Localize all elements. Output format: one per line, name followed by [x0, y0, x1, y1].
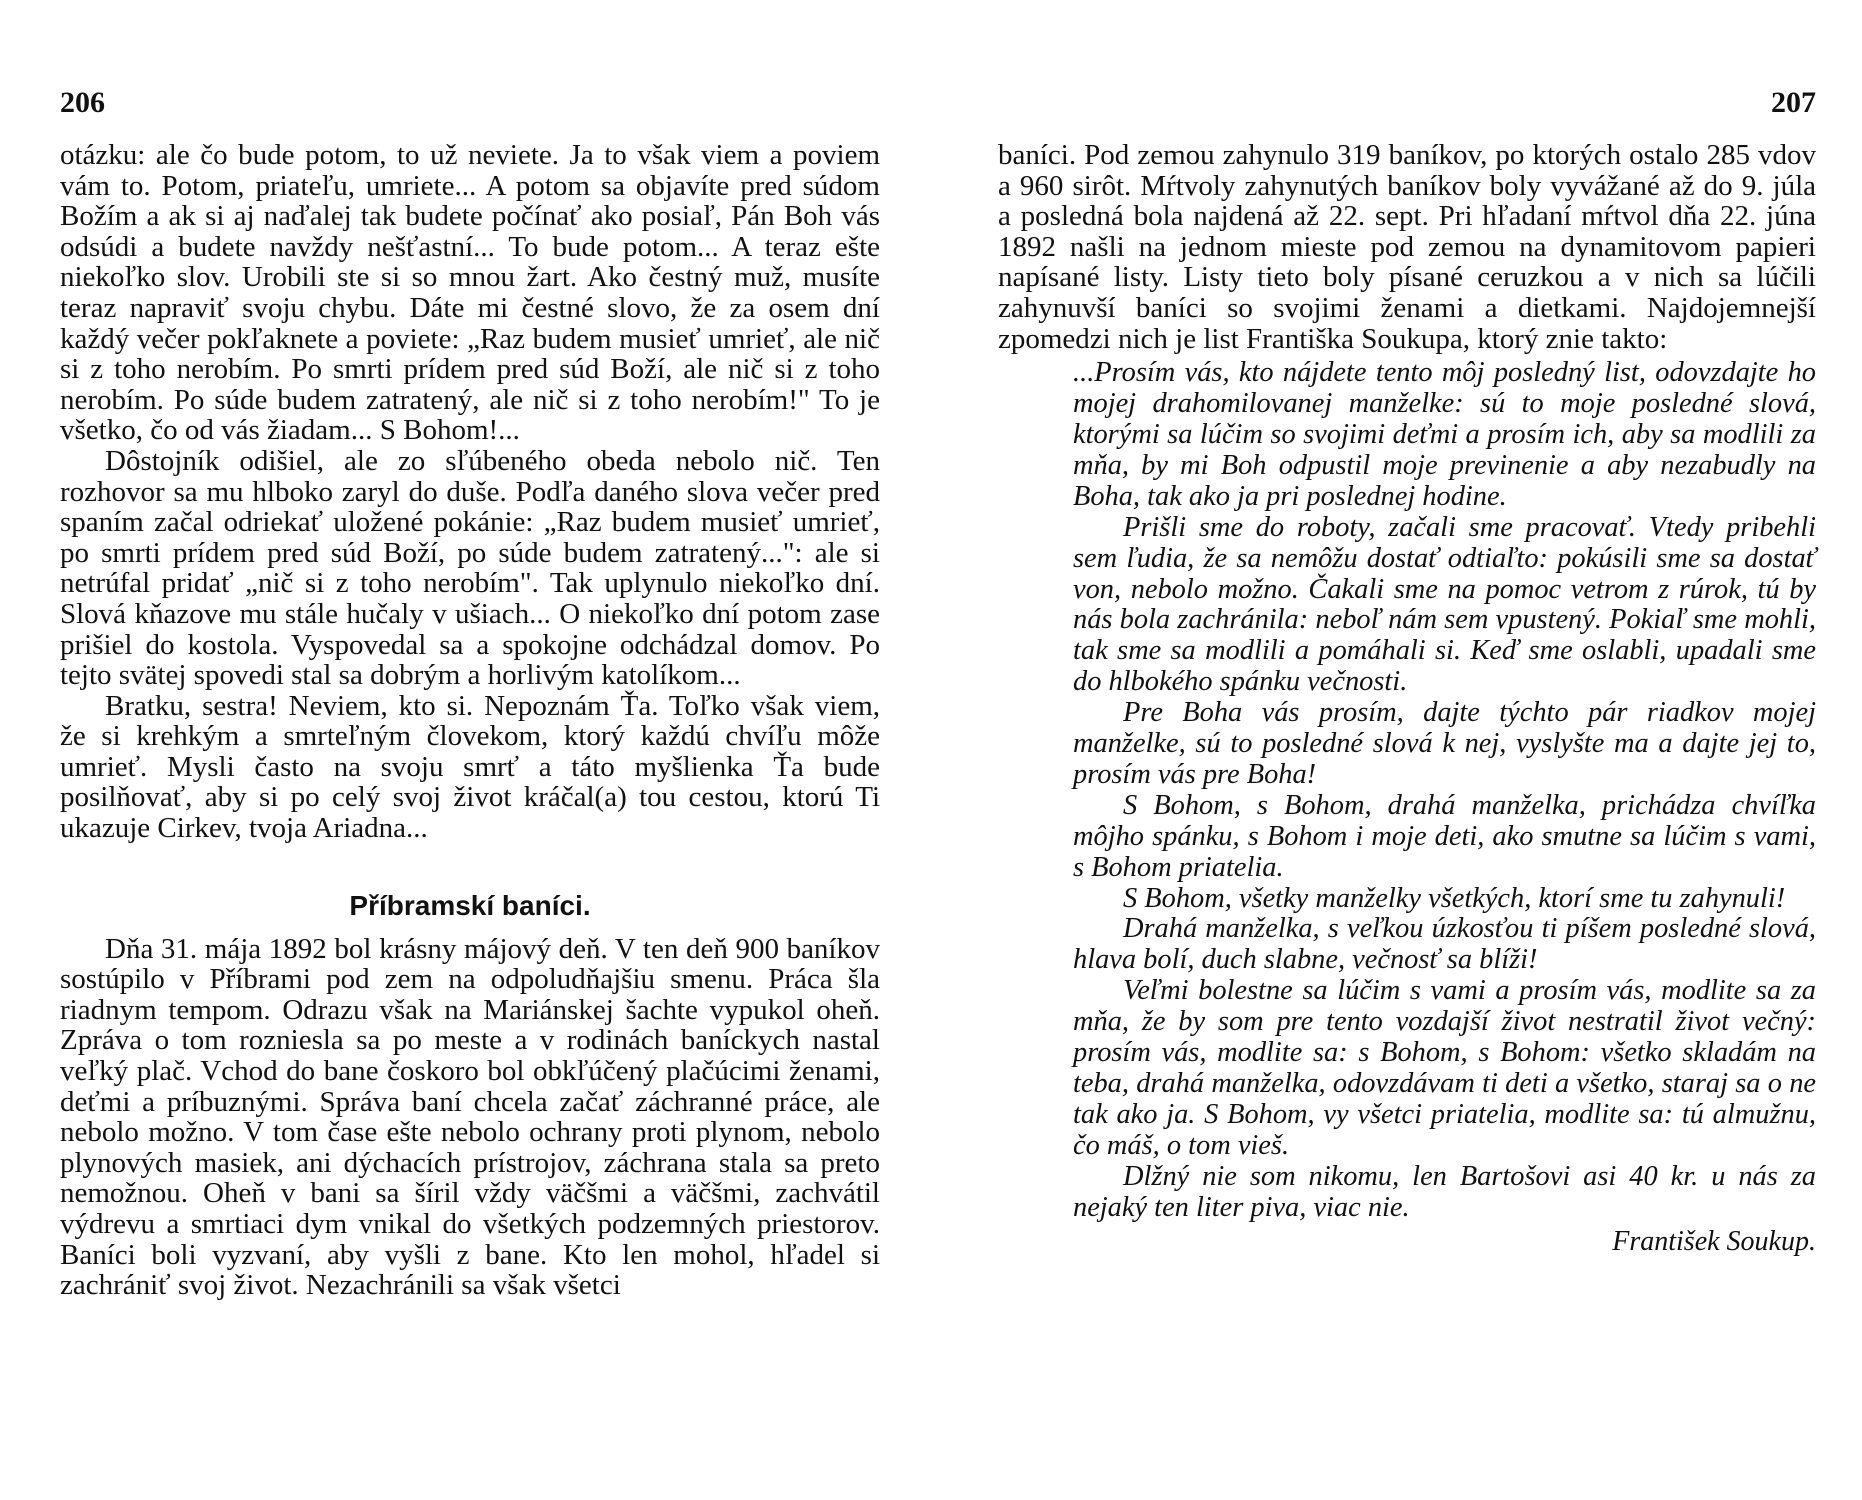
letter-paragraph: Pre Boha vás prosím, dajte týchto pár riadkov mojej manželke, sú to posledné slová k nej, vyslyšte ma a dajte jej to, prosím vás pre Boha! — [1073, 697, 1816, 790]
letter-paragraph: Drahá manželka, s veľkou úzkosťou ti píšem posledné slová, hlava bolí, duch slabne, večnosť sa blíži! — [1073, 913, 1816, 976]
quoted-letter — [1073, 358, 1816, 1257]
letter-paragraph: Veľmi bolestne sa lúčim s vami a prosím vás, modlite sa za mňa, že by som pre tento vozdajší život nestratil život večný: prosím vás, modlite sa: s Bohom, s Bohom: všetko skladám na teba, drahá manželka, odovzdávam ti deti a všetko, staraj sa o ne tak ako ja. S Bohom, vy všetci priatelia, modlite sa: tú almužnu, čo máš, o tom vieš. — [1073, 975, 1816, 1161]
paragraph: Bratku, sestra! Neviem, kto si. Nepoznám Ťa. Toľko však viem, že si krehkým a smrteľným človekom, ktorý každú chvíľu môže umrieť. Mysli často na svoju smrť a táto myšlienka Ťa bude posilňovať, aby si po celý svoj život kráčal(a) tou cestou, ktorú Ti ukazuje Cirkev, tvoja Ariadna... — [60, 689, 880, 845]
paragraph: baníci. Pod zemou zahynulo 319 baníkov, po ktorých ostalo 285 vdov a 960 sirôt. Mŕtvoly zahynutých baníkov boly vyvážané až do 9. júla a posledná bola najdená až 22. sept. Pri hľadaní mŕtvol dňa 22. júna 1892 našli na jednom mieste pod zemou na dynamitovom papieri napísané listy. Listy tieto boly písané ceruzkou a v nich sa lúčili zahynuvší baníci so svojimi ženami a dietkami. Najdojemnejší zpomedzi nich je list Františka Soukupa, ktorý znie takto: — [998, 139, 1816, 355]
left-page — [60, 88, 880, 1301]
right-page — [998, 88, 1816, 1258]
letter-paragraph: Prišli sme do roboty, začali sme pracovať. Vtedy pribehli sem ľudia, že sa nemôžu dostať odtiaľto: pokúsili sme sa dostať von, nebolo možno. Čakali sme na pomoc vetrom z rúrok, tú by nás bola zachránila: neboľ nám sem vpustený. Pokiaľ sme mohli, tak sme sa modlili a pomáhali si. Keď sme oslabli, upadali sme do hlbokého spánku večnosti. — [1073, 511, 1816, 698]
paragraph: otázku: ale čo bude potom, to už neviete. Ja to však viem a poviem vám to. Potom, priateľu, umriete... A potom sa objavíte pred súdom Božím a ak si aj naďalej tak budete počínať ako posiaľ, Pán Boh vás odsúdi a budete navždy nešťastní... To bude potom... A teraz ešte niekoľko slov. Urobili ste si so mnou žart. Ako čestný muž, musíte teraz napraviť svoju chybu. Dáte mi čestné slovo, že za osem dní každý večer pokľaknete a poviete: „Raz budem musieť umrieť, ale nič si z toho nerobím. Po smrti prídem pred súd Boží, ale nič si z toho nerobím. Po súde budem zatratený, ale nič si z toho nerobím!" To je všetko, čo od vás žiadam... S Bohom!... — [60, 139, 880, 447]
body-text — [998, 140, 1816, 354]
body-text — [60, 140, 880, 1301]
page-number: 206 — [60, 86, 105, 119]
letter-paragraph: S Bohom, všetky manželky všetkých, ktorí sme tu zahynuli! — [1123, 882, 1786, 914]
letter-paragraph: S Bohom, s Bohom, drahá manželka, prichádza chvíľka môjho spánku, s Bohom i moje deti, ako smutne sa lúčim s vami, s Bohom priatelia. — [1073, 789, 1816, 883]
paragraph: Dôstojník odišiel, ale zo sľúbeného obeda nebolo nič. Ten rozhovor sa mu hlboko zaryl do duše. Podľa daného slova večer pred spaním začal odriekať uložené pokánie: „Raz budem musieť umrieť, po smrti prídem pred súd Boží, po súde budem zatratený...": ale si netrúfal pridať „nič si z toho nerobím". Tak uplynulo niekoľko dní. Slová kňazove mu stále hučaly v ušiach... O niekoľko dní potom zase prišiel do kostola. Vyspovedal sa a spokojne odchádzal domov. Po tejto svätej spovedi stal sa dobrým a horlivým katolíkom... — [60, 444, 880, 692]
signature: František Soukup. — [1612, 1225, 1816, 1257]
paragraph: Dňa 31. mája 1892 bol krásny májový deň. V ten deň 900 baníkov sostúpilo v Příbrami pod zem na odpoludňajšiu smenu. Práca šla riadnym tempom. Odrazu však na Mariánskej šachte vypukol oheň. Zpráva o tom rozniesla sa po meste a v rodinách baníckych nastal veľký plač. Vchod do bane čoskoro bol obkľúčený plačúcimi ženami, deťmi a príbuznými. Správa baní chcela začať záchranné práce, ale nebolo možno. V tom čase ešte nebolo ochrany proti plynom, nebolo plynových masiek, ani dýchacích prístrojov, záchrana stala sa preto nemožnou. Oheň v bani sa šíril vždy väčšmi a väčšmi, zachvátil výdrevu a smrtiaci dym vnikal do všetkých podzemných priestorov. Baníci boli vyzvaní, aby vyšli z bane. Kto len mohol, hľadel si zachrániť svoj život. Nezachránili sa však všetci — [60, 932, 880, 1302]
page-number: 207 — [1771, 86, 1816, 119]
letter-paragraph: Dlžný nie som nikomu, len Bartošovi asi 40 kr. u nás za nejaký ten liter piva, viac nie. — [1073, 1160, 1816, 1223]
letter-paragraph: ...Prosím vás, kto nájdete tento môj posledný list, odovzdajte ho mojej drahomilovanej manželke: sú to moje posledné slová, ktorými sa lúčim so svojimi deťmi a prosím ich, aby sa modlili za mňa, by mi Boh odpustil moje previnenie a aby nezabudly na Boha, tak ako ja pri poslednej hodine. — [1073, 357, 1816, 512]
section-title: Příbramskí baníci. — [349, 889, 591, 921]
